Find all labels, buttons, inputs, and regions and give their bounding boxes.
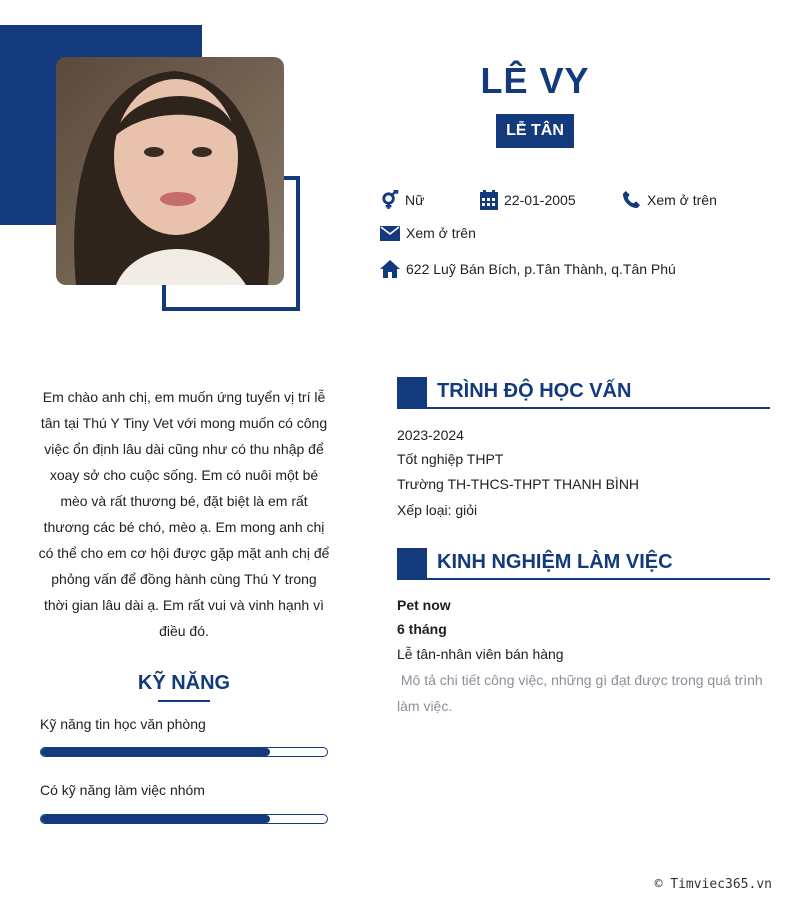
experience-title: KINH NGHIỆM LÀM VIỆC	[437, 551, 673, 573]
skills-underline	[158, 700, 210, 702]
education-grade: Xếp loại: giỏi	[397, 502, 478, 518]
skills-title: KỸ NĂNG	[137, 672, 231, 694]
gender-icon	[380, 190, 399, 209]
calendar-icon	[480, 190, 498, 210]
phone-value: Xem ở trên	[647, 191, 717, 208]
education-school: Trường TH-THCS-THPT THANH BÌNH	[397, 476, 640, 492]
experience-description: Mô tả chi tiết công việc, những gì đạt được trong quá trình làm việc.	[397, 672, 767, 714]
candidate-name: LÊ VY	[480, 60, 590, 101]
email-icon	[380, 226, 400, 241]
phone-icon	[622, 190, 641, 209]
birthdate-info	[480, 190, 576, 210]
career-summary: Em chào anh chị, em muốn ứng tuyển vị trí lễ tân tại Thú Y Tiny Vet với mong muốn có công việc ổn định lâu dài cũng như có thu nhập để xoay sở cho cuộc sống. Em có nuôi một bé mèo và rất thương bé, đặt biệt là em rất thương các bé chó, mèo ạ. Em mong anh chị có thể cho em cơ hội được gặp mặt anh chị để phỏng vấn để đồng hành cùng Thú Y trong thời gian lâu dài ạ. Em rất vui và vinh hạnh vì điều đó.	[38, 389, 330, 639]
skill-bar-fill	[41, 815, 270, 823]
phone-info	[622, 190, 717, 209]
experience-marker	[397, 548, 427, 578]
birthdate-value: 22-01-2005	[504, 192, 576, 208]
email-info	[380, 225, 476, 241]
role-badge-wrap	[380, 114, 690, 148]
home-icon	[380, 260, 400, 278]
experience-divider	[397, 578, 770, 580]
experience-company: Pet now	[397, 597, 451, 613]
experience-duration: 6 tháng	[397, 621, 447, 637]
footer-credit: © Timviec365.vn	[654, 877, 772, 892]
gender-info	[380, 190, 424, 209]
experience-position: Lễ tân-nhân viên bán hàng	[397, 646, 564, 662]
skill-bar	[40, 747, 328, 757]
skill-label: Có kỹ năng làm việc nhóm	[40, 782, 205, 798]
gender-value: Nữ	[405, 191, 425, 208]
decorative-frame-corner	[284, 176, 298, 180]
email-value: Xem ở trên	[406, 225, 476, 241]
skill-bar	[40, 814, 328, 824]
education-marker	[397, 377, 427, 407]
education-degree: Tốt nghiệp THPT	[397, 451, 504, 467]
address-info	[380, 260, 676, 278]
profile-photo	[56, 57, 284, 285]
education-divider	[397, 407, 770, 409]
education-period: 2023-2024	[397, 427, 464, 443]
address-value: 622 Luỹ Bán Bích, p.Tân Thành, q.Tân Phú	[406, 261, 676, 277]
education-title: TRÌNH ĐỘ HỌC VẤN	[437, 380, 632, 402]
skill-label: Kỹ năng tin học văn phòng	[40, 716, 206, 732]
role-badge: LỄ TÂN	[496, 114, 574, 148]
skill-bar-fill	[41, 748, 270, 756]
